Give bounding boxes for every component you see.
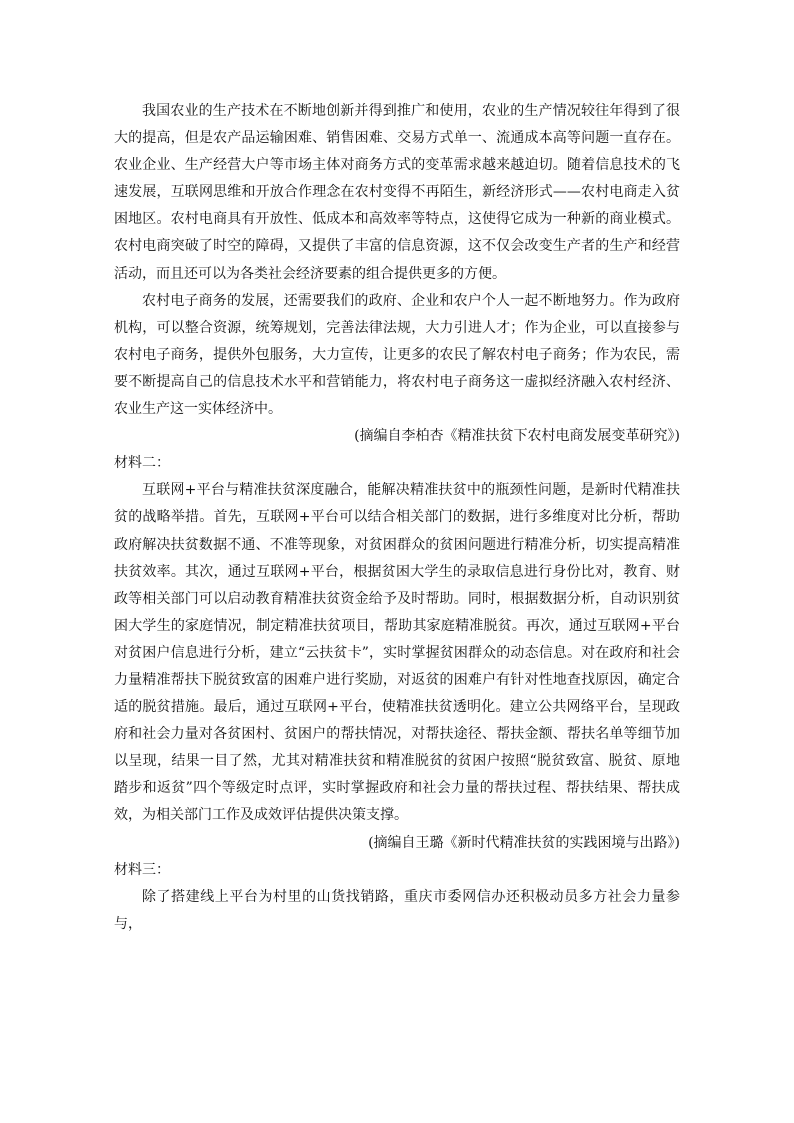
- paragraph-3: 互联网+平台与精准扶贫深度融合，能解决精准扶贫中的瓶颈性问题，是新时代精准扶贫的战略举措。首先，互联网+平台可以结合相关部门的数据，进行多维度对比分析，帮助政府解决扶贫数据不通、不准等现象，对贫困群众的贫困问题进行精准分析，切实提高精准扶贫效率。其次，通过互联网+平台，根据贫困大学生的录取信息进行身份比对，教育、财政等相关部门可以启动教育精准扶贫资金给予及时帮助。同时，根据数据分析，自动识别贫困大学生的家庭情况，制定精准扶贫项目，帮助其家庭精准脱贫。再次，通过互联网+平台对贫困户信息进行分析，建立“云扶贫卡”，实时掌握贫困群众的动态信息。对在政府和社会力量精准帮扶下脱贫致富的困难户进行奖励，对返贫的困难户有针对性地查找原因，确定合适的脱贫措施。最后，通过互联网+平台，使精准扶贫透明化。建立公共网络平台，呈现政府和社会力量对各贫困村、贫困户的帮扶情况，对帮扶途径、帮扶金额、帮扶名单等细节加以呈现，结果一目了然，尤其对精准扶贫和精准脱贫的贫困户按照“脱贫致富、脱贫、原地踏步和返贫”四个等级定时点评，实时掌握政府和社会力量的帮扶过程、帮扶结果、帮扶成效，为相关部门工作及成效评估提供决策支撑。: [114, 482, 680, 824]
- paragraph-1: 我国农业的生产技术在不断地创新并得到推广和使用，农业的生产情况较往年得到了很大的提高，但是农产品运输困难、销售困难、交易方式单一、流通成本高等问题一直存在。农业企业、生产经营大户等市场主体对商务方式的变革需求越来越迫切。随着信息技术的飞速发展，互联网思维和开放合作理念在农村变得不再陌生，新经济形式——农村电商走入贫困地区。农村电商具有开放性、低成本和高效率等特点，这使得它成为一种新的商业模式。农村电商突破了时空的障碍，又提供了丰富的信息资源，这不仅会改变生产者的生产和经营活动，而且还可以为各类社会经济要素的组合提供更多的方便。: [114, 103, 680, 282]
- section-heading-material-2: 材料二：: [114, 455, 170, 472]
- source-citation-2: (摘编自王璐《新时代精准扶贫的实践困境与出路》): [368, 834, 680, 851]
- section-heading-material-3: 材料三：: [114, 861, 170, 878]
- document-page: [114, 98, 680, 938]
- paragraph-4: 除了搭建线上平台为村里的山货找销路，重庆市委网信办还积极动员多方社会力量参与，: [114, 888, 680, 932]
- paragraph-2: 农村电子商务的发展，还需要我们的政府、企业和农户个人一起不断地努力。作为政府机构，可以整合资源，统筹规划，完善法律法规，大力引进人才；作为企业，可以直接参与农村电子商务，提供外包服务，大力宣传，让更多的农民了解农村电子商务；作为农民，需要不断提高自己的信息技术水平和营销能力，将农村电子商务这一虚拟经济融入农村经济、农业生产这一实体经济中。: [114, 292, 680, 418]
- source-citation-1: (摘编自李柏杏《精准扶贫下农村电商发展变革研究》): [354, 428, 680, 445]
